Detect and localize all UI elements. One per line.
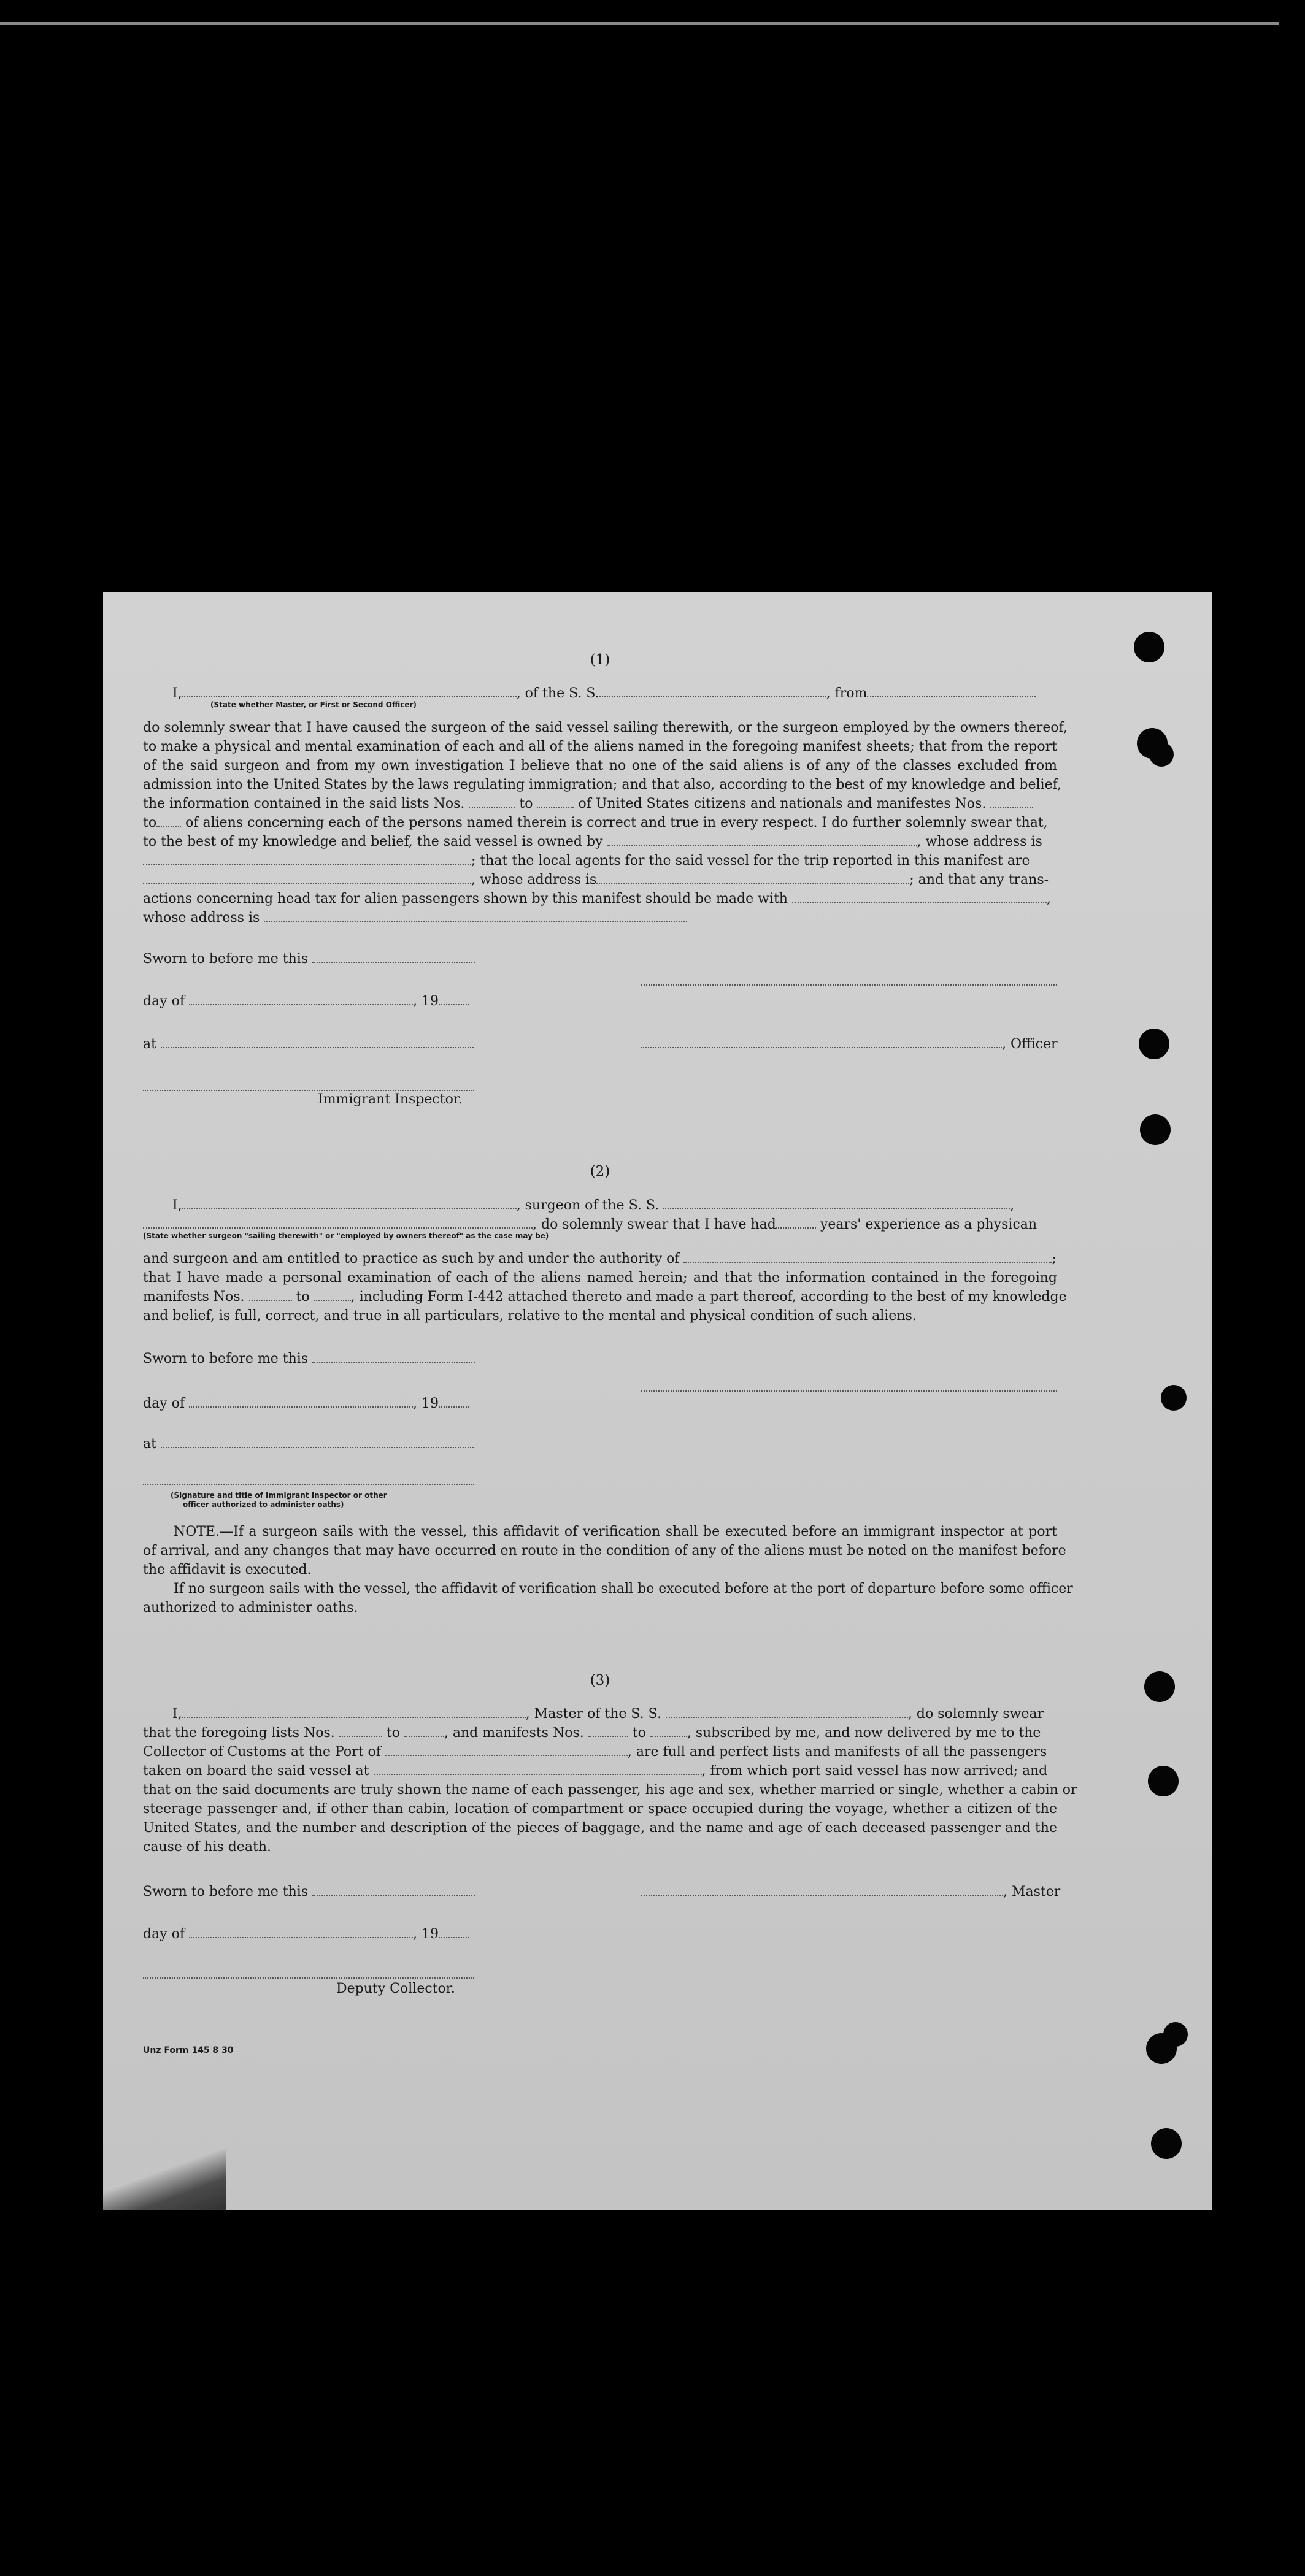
sworn-line: Sworn to before me this — [143, 949, 1057, 968]
signature-line — [641, 1389, 1057, 1392]
section-1-line-1: I, , of the S. S. , from — [143, 684, 1057, 703]
note-line: NOTE.—If a surgeon sails with the vessel, this affidavit of verification shall be executed before an immigrant inspector at port — [174, 1524, 1057, 1539]
punch-hole — [1148, 1766, 1179, 1796]
section-1-para-line: admission into the United States by the laws regulating immigration; and that also, according to the best of my knowledge and belief, — [143, 777, 1061, 792]
section-2-line-5: manifests Nos. to , including Form I-442 attached thereto and made a part thereof, according to the best of my knowledge — [143, 1289, 1067, 1305]
inspector-signature-line — [143, 1483, 474, 1485]
punch-hole — [1144, 1671, 1175, 1702]
section-3-line-1: I, , Master of the S. S. , do solemnly swear — [172, 1706, 1044, 1722]
signature-note-1: (Signature and title of Immigrant Inspector or other — [171, 1491, 387, 1500]
section-2-line-4: that I have made a personal examination of each of the aliens named herein; and that the information contained in the foregoing — [143, 1270, 1057, 1286]
surgeon-type-note: (State whether surgeon "sailing therewith" or "employed by owners thereof" as the case may be) — [143, 1232, 549, 1240]
day-line: day of , 19 — [143, 992, 1057, 1011]
master-line: , Master — [641, 1882, 1057, 1901]
officer-type-note: (State whether Master, or First or Second Officer) — [210, 700, 417, 709]
section-3-line-6: steerage passenger and, if other than cabin, location of compartment or space occupied during the voyage, whether a citizen of the — [143, 1801, 1057, 1817]
section-2-line-3: and surgeon and am entitled to practice as such by and under the authority of ; — [143, 1251, 1057, 1267]
section-1-para-line: to the best of my knowledge and belief, the said vessel is owned by , whose address is — [143, 834, 1042, 849]
punch-hole — [1140, 1114, 1171, 1145]
section-1-number: (1) — [590, 652, 610, 668]
section-2-line-2: , do solemnly swear that I have had years' experience as a physican — [143, 1215, 1057, 1234]
punch-hole — [1134, 632, 1164, 662]
immigrant-inspector-label: Immigrant Inspector. — [318, 1092, 463, 1107]
section-1-para-line: actions concerning head tax for alien passengers shown by this manifest should be made with , — [143, 891, 1051, 907]
officer-line: , Officer — [641, 1035, 1057, 1054]
section-3-line-7: United States, and the number and description of the pieces of baggage, and the name and age of each deceased passenger and the — [143, 1820, 1057, 1836]
section-1-para-line: , whose address is ; and that any trans- — [143, 870, 1057, 889]
punch-hole — [1149, 742, 1174, 767]
punch-hole — [1163, 2022, 1188, 2047]
section-1-para-line: ; that the local agents for the said vessel for the trip reported in this manifest are — [143, 851, 1057, 870]
deputy-collector-label: Deputy Collector. — [336, 1981, 455, 1996]
page-stain — [103, 2150, 226, 2210]
section-1-para-line: to of aliens concerning each of the persons named therein is correct and true in every respect. I do further solemnly swear that, — [143, 815, 1048, 830]
section-3-line-3: Collector of Customs at the Port of , are full and perfect lists and manifests of all the passengers — [143, 1744, 1047, 1760]
section-3-number: (3) — [590, 1673, 610, 1689]
note-line: authorized to administer oaths. — [143, 1600, 358, 1616]
scan-border-line — [0, 22, 1279, 25]
section-1-para-line: of the said surgeon and from my own investigation I believe that no one of the said aliens is of any of the classes excluded from — [143, 758, 1057, 773]
day-line: day of , 19 — [143, 1925, 1057, 1944]
section-1-para-line: to make a physical and mental examination of each and all of the aliens named in the foregoing manifest sheets; that from the report — [143, 739, 1057, 754]
note-line: the affidavit is executed. — [143, 1562, 312, 1577]
section-2-line-1: I, , surgeon of the S. S. , — [172, 1198, 1015, 1213]
sworn-line: Sworn to before me this — [143, 1882, 1057, 1901]
section-3-line-2: that the foregoing lists Nos. to , and manifests Nos. to , subscribed by me, and now delivered by me to the — [143, 1725, 1041, 1741]
note-line: If no surgeon sails with the vessel, the affidavit of verification shall be executed before at the port of departure before some officer — [174, 1581, 1073, 1597]
punch-hole — [1139, 1029, 1169, 1059]
at-line: at — [143, 1035, 1057, 1054]
signature-note-2: officer authorized to administer oaths) — [183, 1500, 344, 1509]
form-identifier: Unz Form 145 8 30 — [143, 2045, 234, 2055]
manifest-page — [103, 592, 1212, 2210]
section-3-line-5: that on the said documents are truly shown the name of each passenger, his age and sex, whether married or single, whether a cabin or — [143, 1782, 1077, 1798]
section-3-line-4: taken on board the said vessel at , from which port said vessel has now arrived; and — [143, 1763, 1048, 1779]
collector-signature-line — [143, 1976, 474, 1979]
section-1-para-line: the information contained in the said lists Nos. to of United States citizens and nationals and manifestes Nos. — [143, 794, 1057, 813]
day-line: day of , 19 — [143, 1394, 1057, 1413]
punch-hole — [1161, 1385, 1187, 1411]
section-1-para-line: whose address is — [143, 908, 1057, 927]
at-line: at — [143, 1435, 1057, 1454]
signature-line — [641, 983, 1057, 986]
sworn-line: Sworn to before me this — [143, 1349, 1057, 1368]
section-2-line-6: and belief, is full, correct, and true in all particulars, relative to the mental and physical condition of such aliens. — [143, 1308, 917, 1324]
section-1-para-line: do solemnly swear that I have caused the surgeon of the said vessel sailing therewith, or the surgeon employed by the owners thereof, — [143, 720, 1068, 735]
note-line: of arrival, and any changes that may have occurred en route in the condition of any of the aliens must be noted on the manifest before — [143, 1543, 1066, 1558]
section-2-number: (2) — [590, 1163, 610, 1179]
punch-hole — [1151, 2128, 1182, 2159]
section-3-line-8: cause of his death. — [143, 1839, 271, 1855]
